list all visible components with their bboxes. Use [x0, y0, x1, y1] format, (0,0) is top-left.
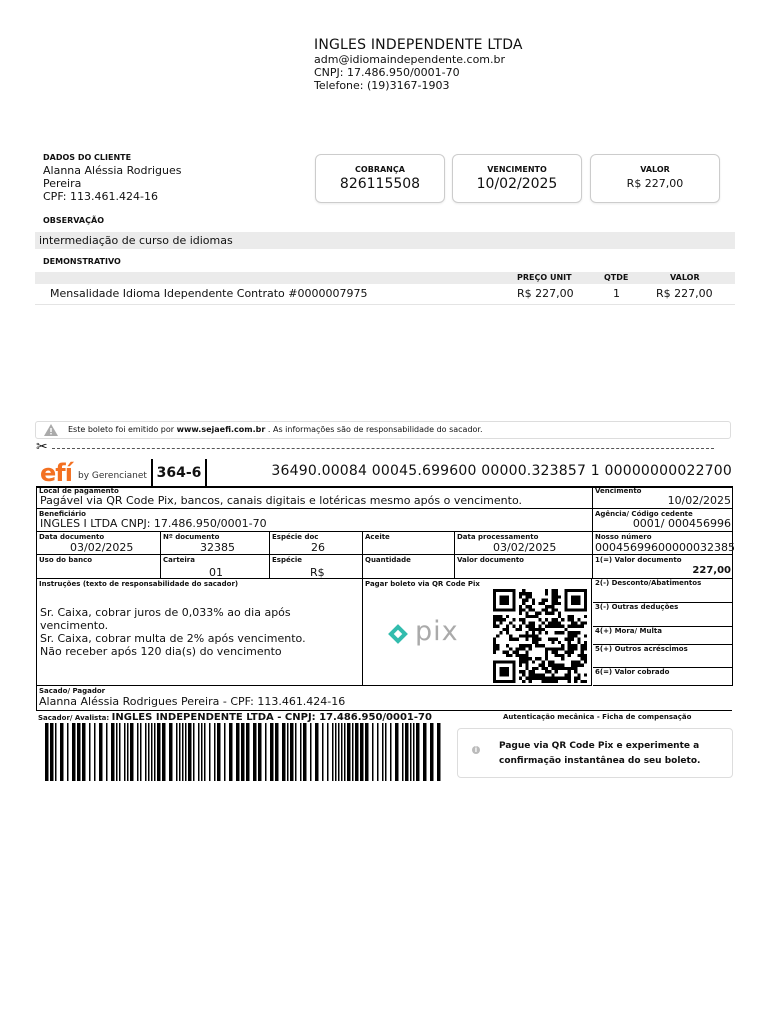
- header-preco: PREÇO UNIT: [517, 273, 572, 282]
- observacao-text: intermediação de curso de idiomas: [39, 234, 233, 247]
- observacao-band: [35, 232, 735, 249]
- instrucoes-cell: [36, 579, 362, 686]
- uso-banco-label: Uso do banco: [39, 556, 93, 564]
- valor-documento-cell: [454, 555, 592, 579]
- dashed-divider: [52, 448, 714, 449]
- pix-cell-label: Pagar boleto via QR Code Pix: [365, 580, 480, 588]
- local-pagamento-cell: [36, 486, 592, 509]
- row-desc: Mensalidade Idioma Idependente Contrato #0000007975: [50, 287, 368, 300]
- especie-doc-label: Espécie doc: [272, 533, 319, 541]
- cobranca-value: 826115508: [339, 176, 421, 192]
- pix-info-line1: Pague via QR Code Pix e experimente a: [499, 741, 700, 751]
- agencia-value: 0001/ 000456996: [632, 517, 731, 530]
- vencimento-cell: [592, 486, 732, 509]
- company-header: [314, 37, 523, 92]
- valor-documento-1-label: 1(=) Valor documento: [595, 556, 682, 564]
- local-pagamento-value: Pagável via QR Code Pix, bancos, canais digitais e lotéricas mesmo após o vencimento.: [40, 494, 522, 507]
- company-name: INGLES INDEPENDENTE LTDA: [314, 37, 523, 53]
- cobrado-cell: [593, 668, 732, 686]
- data-processamento-label: Data processamento: [457, 533, 539, 541]
- instrucao-multa: Sr. Caixa, cobrar multa de 2% após vencimento.: [40, 632, 306, 645]
- valor-label: VALOR: [640, 165, 670, 174]
- sacador-line: [38, 712, 432, 723]
- demonstrativo-header: [35, 272, 735, 284]
- data-documento-cell: [36, 532, 160, 555]
- client-name-1: Alanna Aléssia Rodrigues: [43, 164, 182, 177]
- client-cpf: CPF: 113.461.424-16: [43, 190, 158, 203]
- cobranca-box: [315, 154, 445, 203]
- data-documento-value: 03/02/2025: [70, 541, 134, 554]
- sacado-value: Alanna Aléssia Rodrigues Pereira - CPF: 113.461.424-16: [39, 695, 346, 708]
- instrucao-juros: Sr. Caixa, cobrar juros de 0,033% ao dia após vencimento.: [40, 606, 291, 632]
- sacador-label: Sacador/ Avalista:: [38, 714, 110, 722]
- valor-box: [590, 154, 720, 203]
- valor-documento-label: Valor documento: [457, 556, 524, 564]
- data-documento-label: Data documento: [39, 533, 105, 541]
- quantidade-label: Quantidade: [365, 556, 411, 564]
- client-label: DADOS DO CLIENTE: [43, 153, 132, 162]
- row-preco: R$ 227,00: [517, 287, 574, 300]
- pix-diamond-icon: [383, 619, 413, 649]
- sacador-value: INGLES INDEPENDENTE LTDA - CNPJ: 17.486.950/0001-70: [111, 712, 432, 723]
- bank-code: 364-6: [151, 459, 207, 486]
- table-row: [35, 286, 735, 305]
- pix-info-text: [499, 739, 700, 769]
- valor-documento-1-cell: [592, 555, 732, 579]
- row-valor: R$ 227,00: [656, 287, 713, 300]
- company-email: adm@idiomaindependente.com.br: [314, 53, 506, 66]
- nosso-numero-label: Nosso número: [595, 533, 652, 541]
- scissors-icon: ✂: [36, 439, 48, 455]
- pix-cell: [362, 579, 592, 686]
- linha-digitavel: 36490.00084 00045.699600 00000.323857 1 00000000022700: [271, 463, 732, 479]
- cobranca-label: COBRANÇA: [355, 165, 405, 174]
- header-valor: VALOR: [670, 273, 700, 282]
- desconto-label: 2(-) Desconto/Abatimentos: [595, 579, 702, 587]
- especie-value: R$: [310, 566, 325, 579]
- quantidade-cell: [362, 555, 454, 579]
- efi-logo: efí: [40, 459, 72, 487]
- vencimento-value: 10/02/2025: [476, 176, 558, 192]
- data-processamento-cell: [454, 532, 592, 555]
- pix-info-line2: confirmação instantânea do seu boleto.: [499, 756, 701, 766]
- row-qtde: 1: [613, 287, 620, 300]
- notice-bar: [35, 421, 731, 439]
- carteira-label: Carteira: [163, 556, 195, 564]
- notice-site-link[interactable]: www.sejaefi.com.br: [176, 425, 266, 434]
- notice-pre: Este boleto foi emitido por: [68, 425, 175, 434]
- boleto-grid: [36, 486, 733, 686]
- num-documento-label: Nº documento: [163, 533, 220, 541]
- instrucoes-label: Instruções (texto de responsabilidade do sacador): [39, 580, 239, 588]
- valor-value: R$ 227,00: [626, 177, 684, 190]
- especie-cell: [269, 555, 362, 579]
- cobrado-label: 6(=) Valor cobrado: [595, 668, 670, 676]
- vencimento-cell-value: 10/02/2025: [667, 494, 731, 507]
- beneficiario-label: Beneficiário: [39, 510, 86, 518]
- nosso-numero-cell: [592, 532, 735, 555]
- num-documento-value: 32385: [200, 541, 235, 554]
- sacado-label: Sacado/ Pagador: [39, 687, 106, 695]
- barcode-icon: [45, 723, 441, 781]
- vencimento-cell-label: Vencimento: [595, 487, 642, 495]
- boleto-header: [36, 459, 732, 488]
- deducoes-cell: [593, 603, 732, 627]
- company-phone: Telefone: (19)3167-1903: [314, 79, 450, 92]
- valor-documento-1-value: 227,00: [692, 565, 731, 576]
- agencia-label: Agência/ Código cedente: [595, 510, 693, 518]
- logo-subtitle: by Gerencianet: [78, 471, 147, 481]
- observacao-label: OBSERVAÇÃO: [43, 216, 104, 225]
- sacado-cell: [36, 686, 732, 711]
- carteira-cell: [160, 555, 269, 579]
- instrucoes-text: [40, 606, 362, 658]
- mora-cell: [593, 627, 732, 645]
- header-qtde: QTDE: [604, 273, 629, 282]
- pix-info-box: [457, 728, 733, 778]
- nosso-numero-value: 00045699600000032385: [595, 541, 735, 554]
- instrucao-prazo: Não receber após 120 dia(s) do vencimento: [40, 645, 282, 658]
- demonstrativo-label: DEMONSTRATIVO: [43, 257, 121, 266]
- company-cnpj: CNPJ: 17.486.950/0001-70: [314, 66, 460, 79]
- especie-doc-cell: [269, 532, 362, 555]
- cut-line: [36, 439, 714, 455]
- beneficiario-value: INGLES I LTDA CNPJ: 17.486.950/0001-70: [40, 517, 267, 530]
- beneficiario-cell: [36, 509, 592, 532]
- uso-banco-cell: [36, 555, 160, 579]
- client-name-2: Pereira: [43, 177, 82, 190]
- notice-post: . As informações são de responsabilidade do sacador.: [267, 425, 483, 434]
- mora-label: 4(+) Mora/ Multa: [595, 627, 662, 635]
- local-pagamento-label: Local de pagamento: [39, 487, 119, 495]
- autenticacao-label: Autenticação mecânica - Ficha de compensação: [503, 713, 692, 721]
- agencia-cell: [592, 509, 732, 532]
- carteira-value: 01: [209, 566, 223, 579]
- client-info: [43, 153, 293, 203]
- info-icon: i: [472, 746, 480, 754]
- aceite-cell: [362, 532, 454, 555]
- notice-text: [68, 425, 483, 434]
- vencimento-label: VENCIMENTO: [487, 165, 547, 174]
- qr-code-icon[interactable]: [491, 589, 589, 683]
- aceite-label: Aceite: [365, 533, 390, 541]
- especie-label: Espécie: [272, 556, 303, 564]
- pix-wordmark: pix: [415, 616, 459, 647]
- acrescimos-cell: [593, 645, 732, 668]
- especie-doc-value: 26: [311, 541, 325, 554]
- acrescimos-label: 5(+) Outros acréscimos: [595, 645, 688, 653]
- data-processamento-value: 03/02/2025: [493, 541, 557, 554]
- desconto-cell: [593, 579, 732, 603]
- vencimento-box: [452, 154, 582, 203]
- deducoes-label: 3(-) Outras deduções: [595, 603, 679, 611]
- warning-icon: [44, 424, 58, 436]
- num-documento-cell: [160, 532, 269, 555]
